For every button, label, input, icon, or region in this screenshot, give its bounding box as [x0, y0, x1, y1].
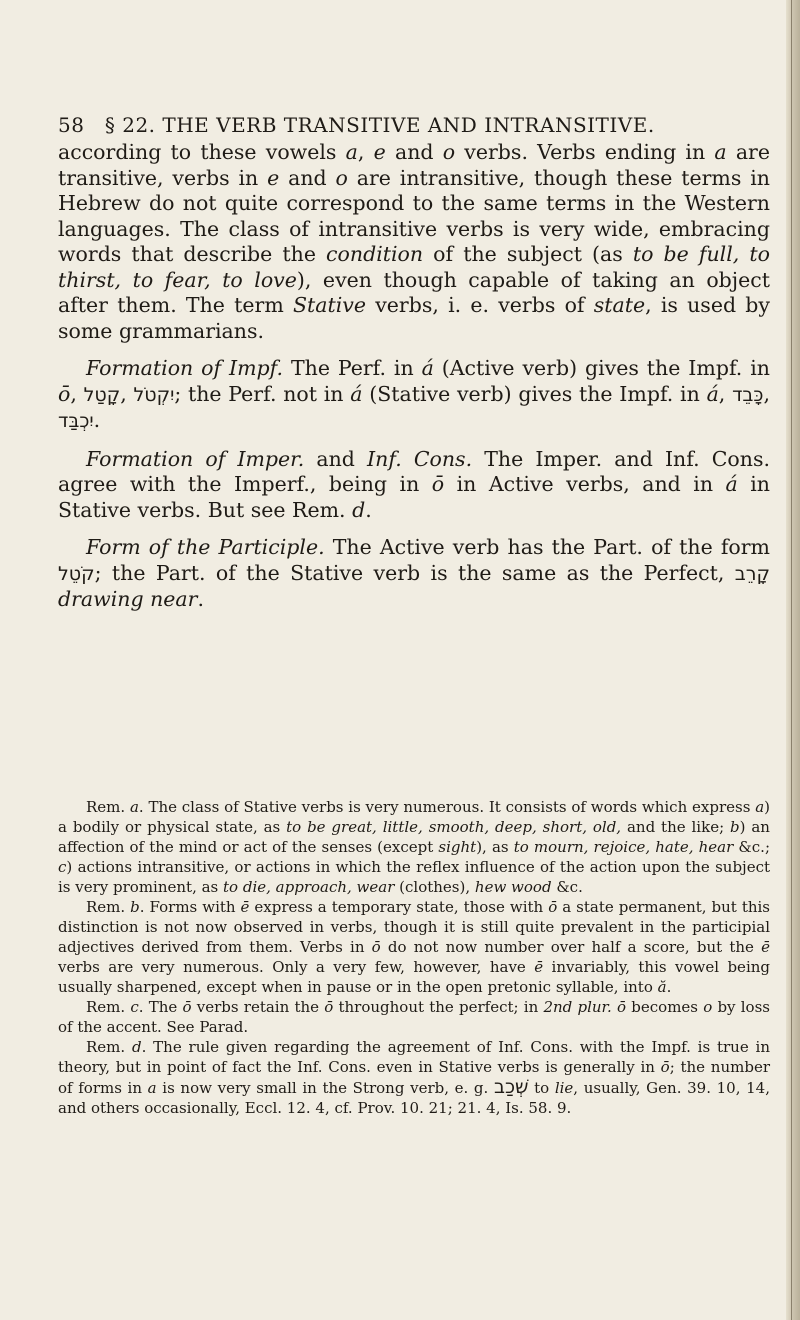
running-header	[58, 113, 758, 137]
remarks-section	[58, 797, 770, 1118]
paragraph-formation-imper: Formation of Imper. and Inf. Cons. The Imper. and Inf. Cons. agree with the Imperf., being in ō in Active verbs, and in á in Stative verbs. But see Rem. d.	[58, 446, 771, 522]
hebrew-word: קֹטֵל	[58, 562, 95, 585]
running-title: § 22. THE VERB TRANSITIVE AND INTRANSITIVE.	[104, 113, 655, 137]
hebrew-word: כָּבֵד	[732, 383, 764, 406]
main-text	[58, 140, 770, 625]
hebrew-word: יִכְבַּד	[58, 410, 94, 432]
page-number: 58	[58, 113, 85, 137]
paragraph-vowel-classes: according to these vowels a, e and o verbs. Verbs ending in a are transitive, verbs in e and o are intransitive, though these terms in Hebrew do not quite correspond to the same terms in the Western languages. The class of intransitive verbs is very wide, embracing words that describe the condition of the subject (as to be full, to thirst, to fear, to love), even though capable of taking an object after them. The term Stative verbs, i. e. verbs of state, is used by some grammarians.	[58, 140, 771, 343]
section-heading: Formation of Impf.	[86, 356, 284, 380]
remark-b: Rem. b. Forms with ē express a temporary state, those with ō a state permanent, but this distinction is not now observed in verbs, though it is still quite prevalent in the participial adjectives derived from them. Verbs in ō do not now number over half a score, but the ē verbs are very numerous. Only a very few, however, have ē invariably, this vowel being usually sharpened, except when in pause or in the open pretonic syllable, into ă.	[58, 898, 770, 996]
hebrew-word: יִקְטֹל	[133, 383, 175, 406]
remark-c: Rem. c. The ō verbs retain the ō throughout the perfect; in 2nd plur. ō becomes o by loss of the accent. See Parad.	[58, 998, 770, 1036]
section-heading: Form of the Participle.	[86, 535, 325, 559]
hebrew-word: קָטַל	[83, 383, 121, 406]
remark-a: Rem. a. The class of Stative verbs is very numerous. It consists of words which express a) a bodily or physical state, as to be great, little, smooth, deep, short, old, and the like; b) an affection of the mind or act of the senses (except sight), as to mourn, rejoice, hate, hear &c.; c) actions intransitive, or actions in which the reflex influence of the action upon the subject is very prominent, as to die, approach, wear (clothes), hew wood &c.	[58, 798, 771, 896]
page-edge	[786, 0, 800, 1320]
paragraph-formation-impf: Formation of Impf. The Perf. in á (Active verb) gives the Impf. in ō, קָטַל, יִקְטֹל; the Perf. not in á (Stative verb) gives the Impf. in á, כָּבֵד, יִכְבַּד.	[58, 356, 770, 432]
remark-d: Rem. d. The rule given regarding the agreement of Inf. Cons. with the Impf. is true in theory, but in point of fact the Inf. Cons. even in Stative verbs is generally in ō; the number of forms in a is now very small in the Strong verb, e. g. שְׁכַב to lie, usually, Gen. 39. 10, 14, and others occasionally, Eccl. 12. 4, cf. Prov. 10. 21; 21. 4, Is. 58. 9.	[58, 1038, 770, 1117]
paragraph-participle: Form of the Participle. The Active verb has the Part. of the form קֹטֵל; the Part. of the Stative verb is the same as the Perfect, קָרֵב drawing near.	[58, 535, 770, 611]
hebrew-word: שְׁכַב	[493, 1076, 529, 1098]
hebrew-word: קָרֵב	[734, 562, 770, 585]
section-heading: Formation of Imper.	[86, 446, 305, 471]
